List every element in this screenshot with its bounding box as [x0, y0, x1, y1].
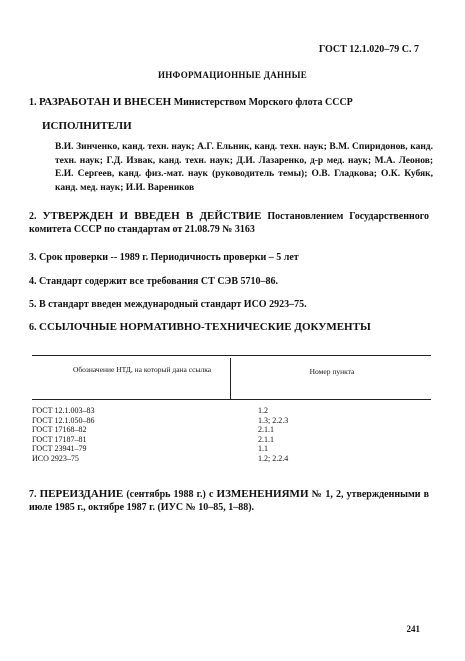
- table-header-col-doc: Обозначение НТД, на который дана ссылка: [72, 365, 212, 374]
- section-1-text: Министерством Морского флота СССР: [171, 97, 353, 108]
- info-title: ИНФОРМАЦИОННЫЕ ДАННЫЕ: [157, 70, 308, 80]
- table-cell-item: 2.1.1: [258, 434, 274, 444]
- table-top-rule: [32, 355, 431, 356]
- section-3-text: Срок проверки -- 1989 г. Периодичность проверки – 5 лет: [36, 252, 299, 263]
- table-cell-doc: ГОСТ 23941–79: [32, 444, 87, 454]
- table-row: [32, 444, 431, 454]
- section-7-text-2: № 1, 2, утвержденными в июле 1985 г., октябре 1987 г. (ИУС № 10–85, 1–88).: [29, 489, 430, 513]
- section-7-number: 7.: [29, 489, 37, 500]
- document-reference: ГОСТ 12.1.020–79 С. 7: [318, 44, 419, 55]
- section-3: [29, 251, 429, 264]
- section-5-text: В стандарт введен международный стандарт ИСО 2923–75.: [36, 299, 307, 310]
- table-cell-doc: ГОСТ 17168–82: [32, 425, 87, 435]
- section-3-number: 3.: [29, 252, 37, 263]
- section-7-caps-reissue: ПЕРЕИЗДАНИЕ: [39, 488, 124, 500]
- section-5: [29, 298, 429, 311]
- table-row: [32, 435, 431, 445]
- section-5-number: 5.: [29, 299, 37, 310]
- section-6-number: 6.: [29, 322, 37, 333]
- table-cell-item: 1.1: [258, 444, 268, 454]
- section-7: [29, 488, 429, 514]
- section-7-text-1: (сентябрь 1988 г.) с: [123, 489, 217, 500]
- table-cell-item: 1.2; 2.2.4: [258, 453, 289, 463]
- section-6-caps: ССЫЛОЧНЫЕ НОРМАТИВНО-ТЕХНИЧЕСКИЕ ДОКУМЕНТЫ: [39, 321, 371, 333]
- section-2: [29, 210, 429, 236]
- page-number: 241: [406, 624, 420, 634]
- table-cell-item: 1.2: [258, 406, 268, 415]
- section-2-caps: УТВЕРЖДЕН И ВВЕДЕН В ДЕЙСТВИЕ: [42, 210, 262, 222]
- table-header-col-item: Номер пункта: [309, 367, 355, 376]
- table-cell-item: 2.1.1: [258, 425, 274, 435]
- table-cell-doc: ГОСТ 12.1.003–83: [32, 406, 95, 415]
- section-7-caps-changes: ИЗМЕНЕНИЯМИ: [216, 488, 309, 500]
- section-1: [29, 96, 429, 109]
- performers-list: В.И. Зинченко, канд. техн. наук; А.Г. Ельник, канд. техн. наук; В.М. Спиридонов, канд. техн. наук; Г.Д. Извак, канд. техн. наук; Д.И. Лазаренко, д-р мед. наук; М.А. Леонов; Е.И. Сергеев, канд. физ.-мат. наук (руководитель темы); О.В. Гладкова; О.К. Кубяк, канд. мед. наук; И.И. Вареников: [55, 142, 433, 193]
- section-6: [29, 321, 429, 334]
- table-row: [32, 406, 431, 416]
- table-row: [32, 416, 431, 426]
- section-4: [29, 275, 429, 288]
- table-cell-doc: ГОСТ 17187–81: [32, 434, 87, 444]
- table-row: [32, 425, 431, 435]
- section-1-number: 1.: [29, 97, 37, 108]
- table-cell-doc: ИСО 2923–75: [32, 453, 79, 463]
- section-4-text: Стандарт содержит все требования СТ СЭВ 5710–86.: [36, 276, 278, 287]
- table-row: [32, 454, 431, 464]
- performers-title: ИСПОЛНИТЕЛИ: [42, 120, 132, 132]
- table-header-rule: [32, 399, 431, 400]
- table-cell-item: 1.3; 2.2.3: [258, 415, 289, 425]
- table-body: [32, 406, 431, 464]
- section-1-caps: РАЗРАБОТАН И ВНЕСЕН: [39, 96, 172, 108]
- section-2-text: Постановлением Государственного комитета СССР по стандартам от 21.08.79 № 3163: [29, 211, 430, 235]
- table-cell-doc: ГОСТ 12.1.050–86: [32, 415, 95, 425]
- section-4-number: 4.: [29, 276, 37, 287]
- table-column-divider: [230, 358, 231, 400]
- section-2-number: 2.: [29, 211, 37, 222]
